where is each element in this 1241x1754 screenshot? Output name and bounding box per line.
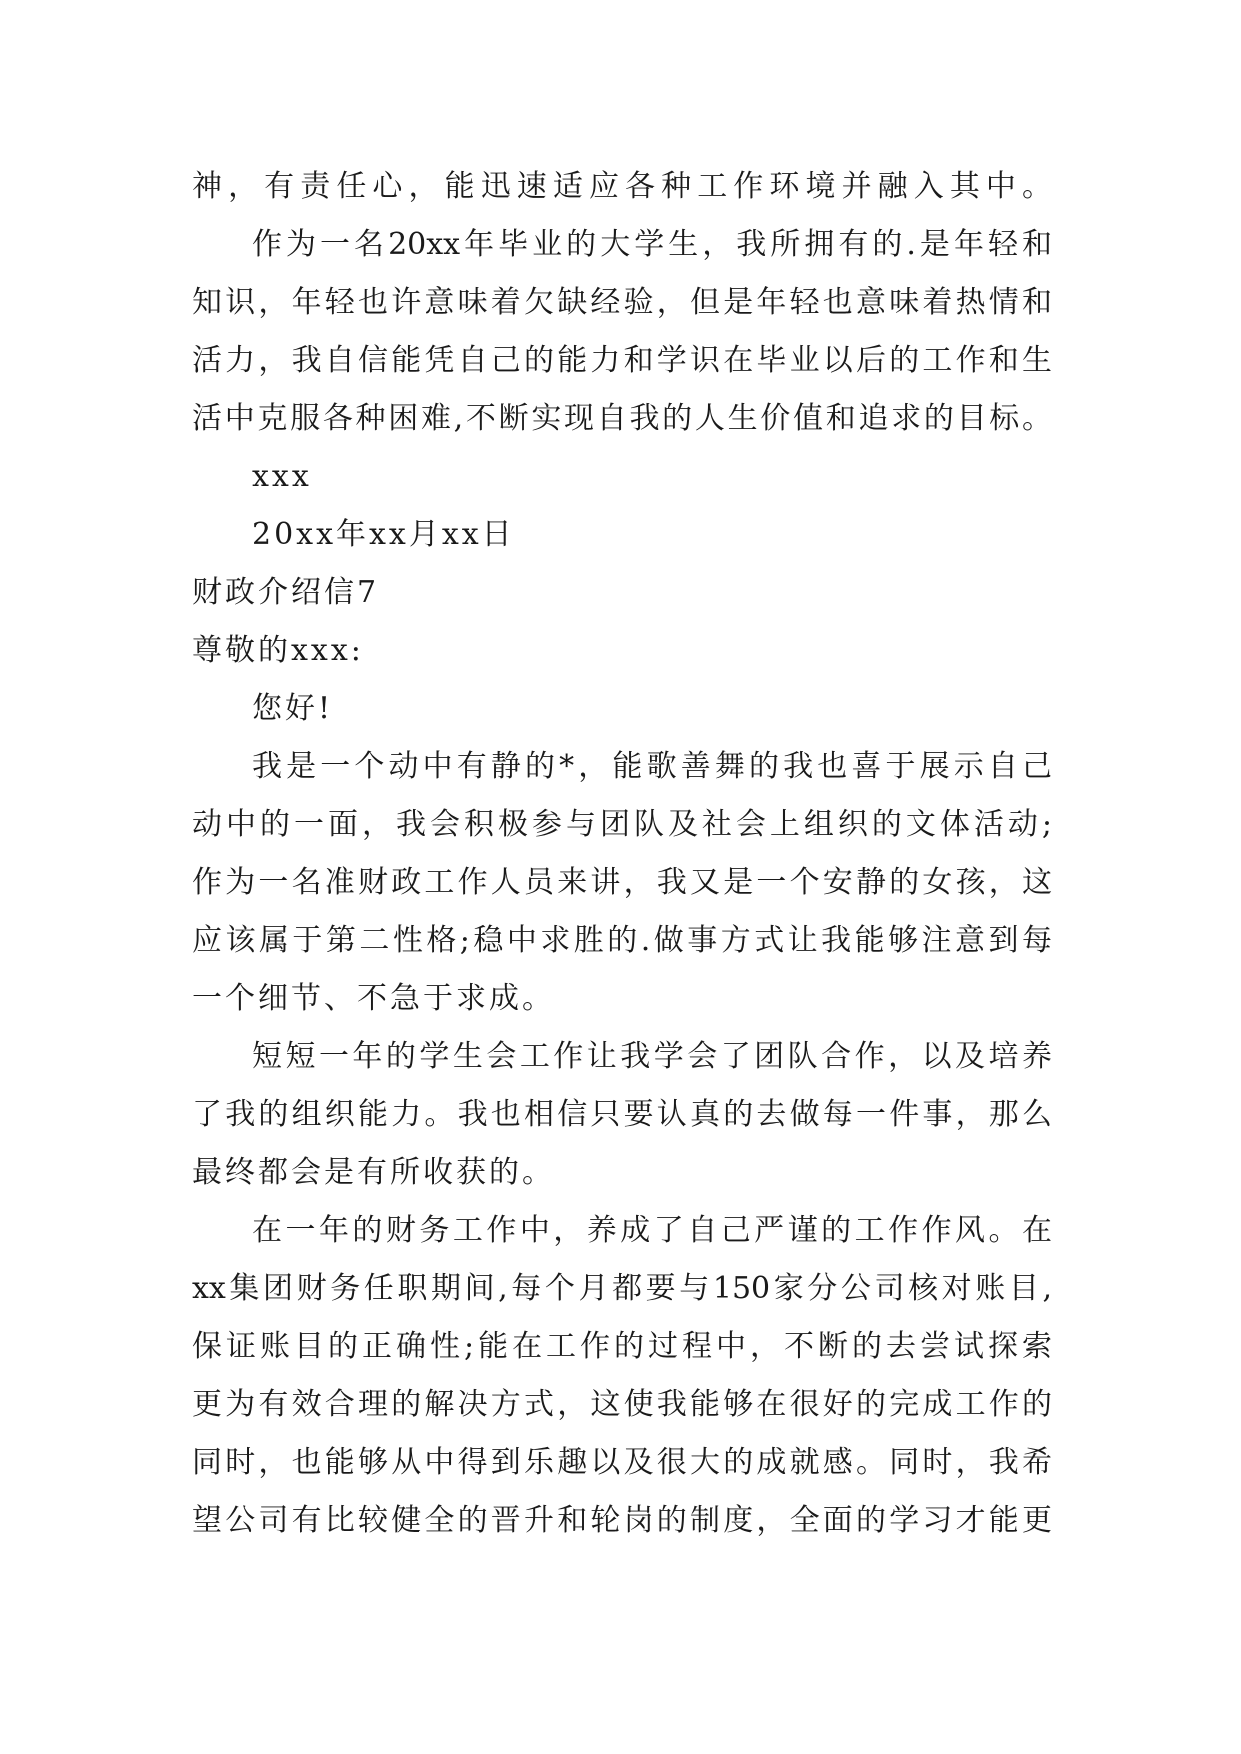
paragraph-start-line: 我是一个动中有静的*，能歌善舞的我也喜于展示自己 xyxy=(252,749,1052,784)
signature-name: xxx xyxy=(252,459,312,494)
paragraph-start-line: 在一年的财务工作中，养成了自己严谨的工作作风。在 xyxy=(252,1213,1052,1248)
text-line: 最终都会是有所收获的。 xyxy=(192,1155,555,1190)
text-line: 了我的组织能力。我也相信只要认真的去做每一件事，那么 xyxy=(192,1097,1052,1132)
text-line: 更为有效合理的解决方式，这使我能够在很好的完成工作的 xyxy=(192,1387,1052,1422)
signature-date: 20xx年xx月xx日 xyxy=(252,517,515,552)
text-line: 望公司有比较健全的晋升和轮岗的制度，全面的学习才能更 xyxy=(192,1503,1052,1538)
salutation: 尊敬的xxx: xyxy=(192,633,364,668)
text-line: 知识，年轻也许意味着欠缺经验，但是年轻也意味着热情和 xyxy=(192,285,1052,320)
text-line: 应该属于第二性格;稳中求胜的.做事方式让我能够注意到每 xyxy=(192,923,1052,958)
text-line: 动中的一面，我会积极参与团队及社会上组织的文体活动; xyxy=(192,807,1052,842)
paragraph-start-line: 作为一名20xx年毕业的大学生，我所拥有的.是年轻和 xyxy=(252,227,1052,262)
text-line: 同时，也能够从中得到乐趣以及很大的成就感。同时，我希 xyxy=(192,1445,1052,1480)
greeting: 您好! xyxy=(252,691,334,726)
text-line: 保证账目的正确性;能在工作的过程中，不断的去尝试探索 xyxy=(192,1329,1052,1364)
text-line: 活力，我自信能凭自己的能力和学识在毕业以后的工作和生 xyxy=(192,343,1052,378)
text-line: 活中克服各种困难,不断实现自我的人生价值和追求的目标。 xyxy=(192,401,1052,436)
text-line: 一个细节、不急于求成。 xyxy=(192,981,555,1016)
text-line: 作为一名准财政工作人员来讲，我又是一个安静的女孩，这 xyxy=(192,865,1052,900)
text-line: xx集团财务任职期间,每个月都要与150家分公司核对账目, xyxy=(192,1271,1052,1306)
text-line: 神，有责任心，能迅速适应各种工作环境并融入其中。 xyxy=(192,169,1052,204)
paragraph-start-line: 短短一年的学生会工作让我学会了团队合作，以及培养 xyxy=(252,1039,1052,1074)
section-heading: 财政介绍信7 xyxy=(192,575,380,610)
